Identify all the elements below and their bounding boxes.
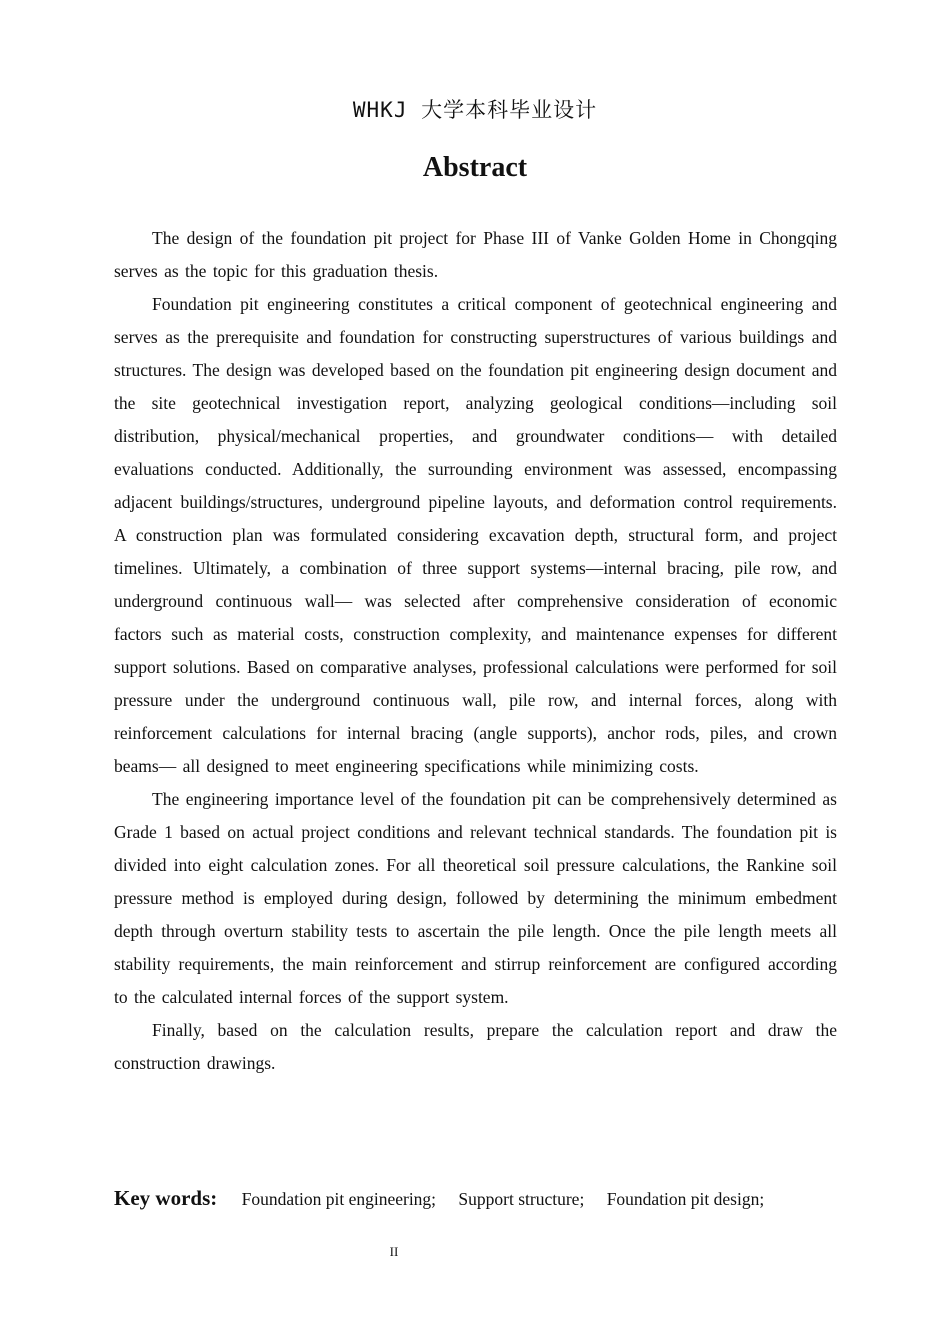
- abstract-paragraph-3: The engineering importance level of the foundation pit can be comprehensively determined as Grade 1 based on actual project conditions and relevant technical standards. The foundation pit is divided into eight calculation zones. For all theoretical soil pressure calculations, the Rankine soil pressure method is employed during design, followed by determining the minimum embedment depth through overturn stability tests to ascertain the pile length. Once the pile length meets all stability requirements, the main reinforcement and stirrup reinforcement are configured according to the calculated internal forces of the support system.: [114, 789, 837, 1007]
- keyword-item: Support structure;: [458, 1189, 585, 1209]
- abstract-paragraph-1: The design of the foundation pit project for Phase III of Vanke Golden Home in Chongqing serves as the topic for this graduation thesis.: [114, 228, 837, 281]
- keyword-item: Foundation pit engineering;: [241, 1189, 437, 1209]
- page-number: II: [389, 1244, 399, 1259]
- keywords-label: Key words:: [114, 1186, 218, 1210]
- running-header: WHKJ 大学本科毕业设计: [352, 98, 598, 122]
- abstract-title: Abstract: [422, 152, 528, 183]
- abstract-paragraph-2: Foundation pit engineering constitutes a critical component of geotechnical engineering and serves as the prerequisite and foundation for constructing superstructures of various buildings and structures. The design was developed based on the foundation pit engineering design document and the site geotechnical investigation report, analyzing geological conditions—including soil distribution, physical/mechanical properties, and groundwater conditions— with detailed evaluations conducted. Additionally, the surrounding environment was assessed, encompassing adjacent buildings/structures, underground pipeline layouts, and deformation control requirements. A construction plan was formulated considering excavation depth, structural form, and project timelines. Ultimately, a combination of three support systems—internal bracing, pile row, and underground continuous wall— was selected after comprehensive consideration of economic factors such as material costs, construction complexity, and maintenance expenses for different support solutions. Based on comparative analyses, professional calculations were performed for soil pressure under the underground continuous wall, pile row, and internal forces, along with reinforcement calculations for internal bracing (angle supports), anchor rods, piles, and crown beams— all designed to meet engineering specifications while minimizing costs.: [114, 294, 837, 776]
- abstract-paragraph-4: Finally, based on the calculation results, prepare the calculation report and draw the construction drawings.: [114, 1020, 837, 1073]
- keywords-line: [114, 1182, 837, 1216]
- keyword-item: Foundation pit design;: [606, 1189, 765, 1209]
- abstract-body: [114, 222, 837, 1080]
